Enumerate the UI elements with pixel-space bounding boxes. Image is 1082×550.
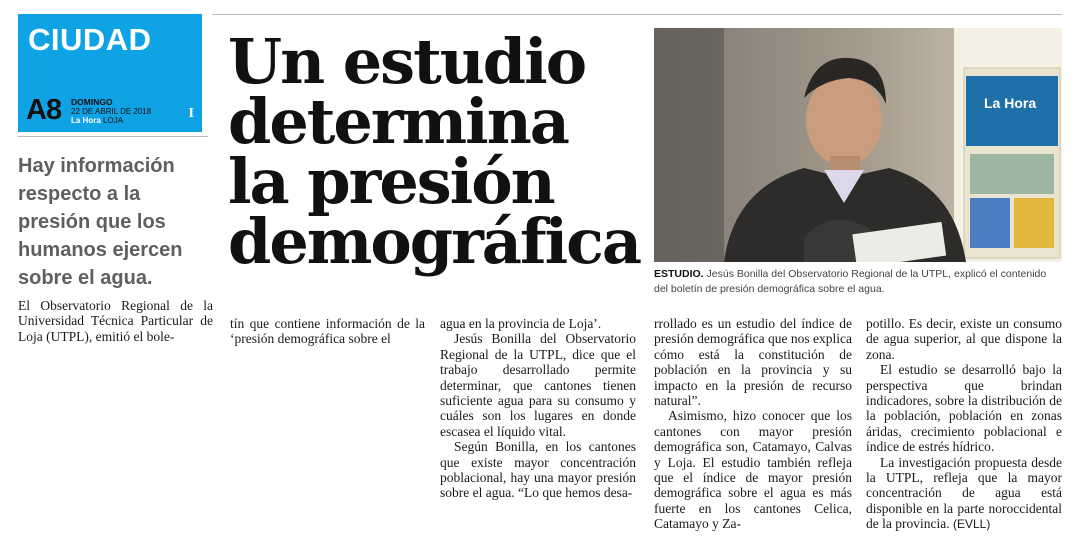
- body-paragraph: Según Bonilla, en los cantones que existe mayor concentración poblacional, hay una mayor presión sobre el agua. “Lo que hemos desa-: [440, 439, 636, 501]
- body-paragraph: Asimismo, hizo conocer que los cantones con mayor presión demográfica son, Catamayo, Calvas y Loja. El estudio también refleja que el índice de mayor presión demográfica sobre el agua es más fuerte en los cantones Celica, Catamayo y Za-: [654, 408, 852, 532]
- section-header: [18, 14, 202, 132]
- body-column-4: [654, 316, 852, 532]
- photo-illustration: [654, 28, 1062, 262]
- photo-caption: [654, 267, 1062, 297]
- headline-line: demográfica: [228, 205, 641, 278]
- deck-line: respecto a la: [18, 183, 141, 205]
- body-paragraph: rrollado es un estudio del índice de presión demográfica que nos explica cómo está la constitución de población en la provincia y su impacto en la presión de recurso natural”.: [654, 316, 852, 409]
- city-name: LOJA: [103, 116, 124, 125]
- headline-line: la presión: [228, 145, 554, 218]
- author-signature: (EVLL): [952, 517, 991, 532]
- body-paragraph: El Observatorio Regional de la Universidad Técnica Particular de Loja (UTPL), emitió el bole-: [18, 298, 213, 344]
- headline-line: Un estudio: [228, 25, 586, 98]
- caption-text: Jesús Bonilla del Observatorio Regional de la UTPL, explicó el contenido del boletín de presión demográfica sobre el agua.: [654, 268, 1047, 295]
- body-text: La investigación propuesta desde la UTPL, refleja que la mayor concentración de agua está disponible en la parte noroccidental de la provincia.: [866, 454, 1062, 532]
- body-column-2: [230, 316, 425, 347]
- paper-name: La Hora: [71, 116, 101, 125]
- date-text: 22 DE ABRIL DE 2018: [71, 107, 152, 116]
- section-name: CIUDAD: [28, 22, 152, 57]
- date-day: DOMINGO: [71, 97, 113, 107]
- body-column-3: [440, 316, 636, 501]
- headline-line: determina: [228, 85, 568, 158]
- deck-line: humanos ejercen: [18, 239, 183, 261]
- body-paragraph: agua en la provincia de Loja’.: [440, 316, 602, 331]
- deck-line: presión que los: [18, 211, 166, 233]
- wall-poster: [954, 28, 1062, 262]
- body-column-5: [866, 316, 1062, 533]
- body-paragraph: potillo. Es decir, existe un consumo de agua superior, al que dispone la zona.: [866, 316, 1062, 362]
- headline: [228, 25, 648, 278]
- deck: [18, 152, 213, 292]
- poster-text: La Hora: [984, 95, 1037, 111]
- date-block: [71, 98, 151, 125]
- body-paragraph: El estudio se desarrolló bajo la perspectiva que brindan indicadores, sobre la distribución de la población, población en zonas áridas, crecimiento poblacional e índice de estrés hídrico.: [866, 362, 1062, 455]
- body-paragraph: tín que contiene información de la ‘presión demográfica sobre el: [230, 316, 425, 347]
- body-paragraph: Jesús Bonilla del Observatorio Regional de la UTPL, dice que el trabajo desarrollado permite determinar, que cantones tienen suficiente agua para su consumo y cuáles son los lugares en donde escasea el líquido vital.: [440, 331, 636, 439]
- top-rule: [212, 14, 1062, 15]
- body-paragraph: [866, 455, 1062, 533]
- deck-line: Hay información: [18, 155, 175, 177]
- body-column-1: [18, 298, 213, 344]
- deck-line: sobre el agua.: [18, 267, 153, 289]
- paper-city: [71, 116, 151, 125]
- page-number: A8: [26, 94, 62, 126]
- section-rule: [18, 136, 208, 137]
- article-photo: [654, 28, 1062, 262]
- section-mark: I: [188, 106, 194, 121]
- caption-lead: ESTUDIO.: [654, 268, 704, 280]
